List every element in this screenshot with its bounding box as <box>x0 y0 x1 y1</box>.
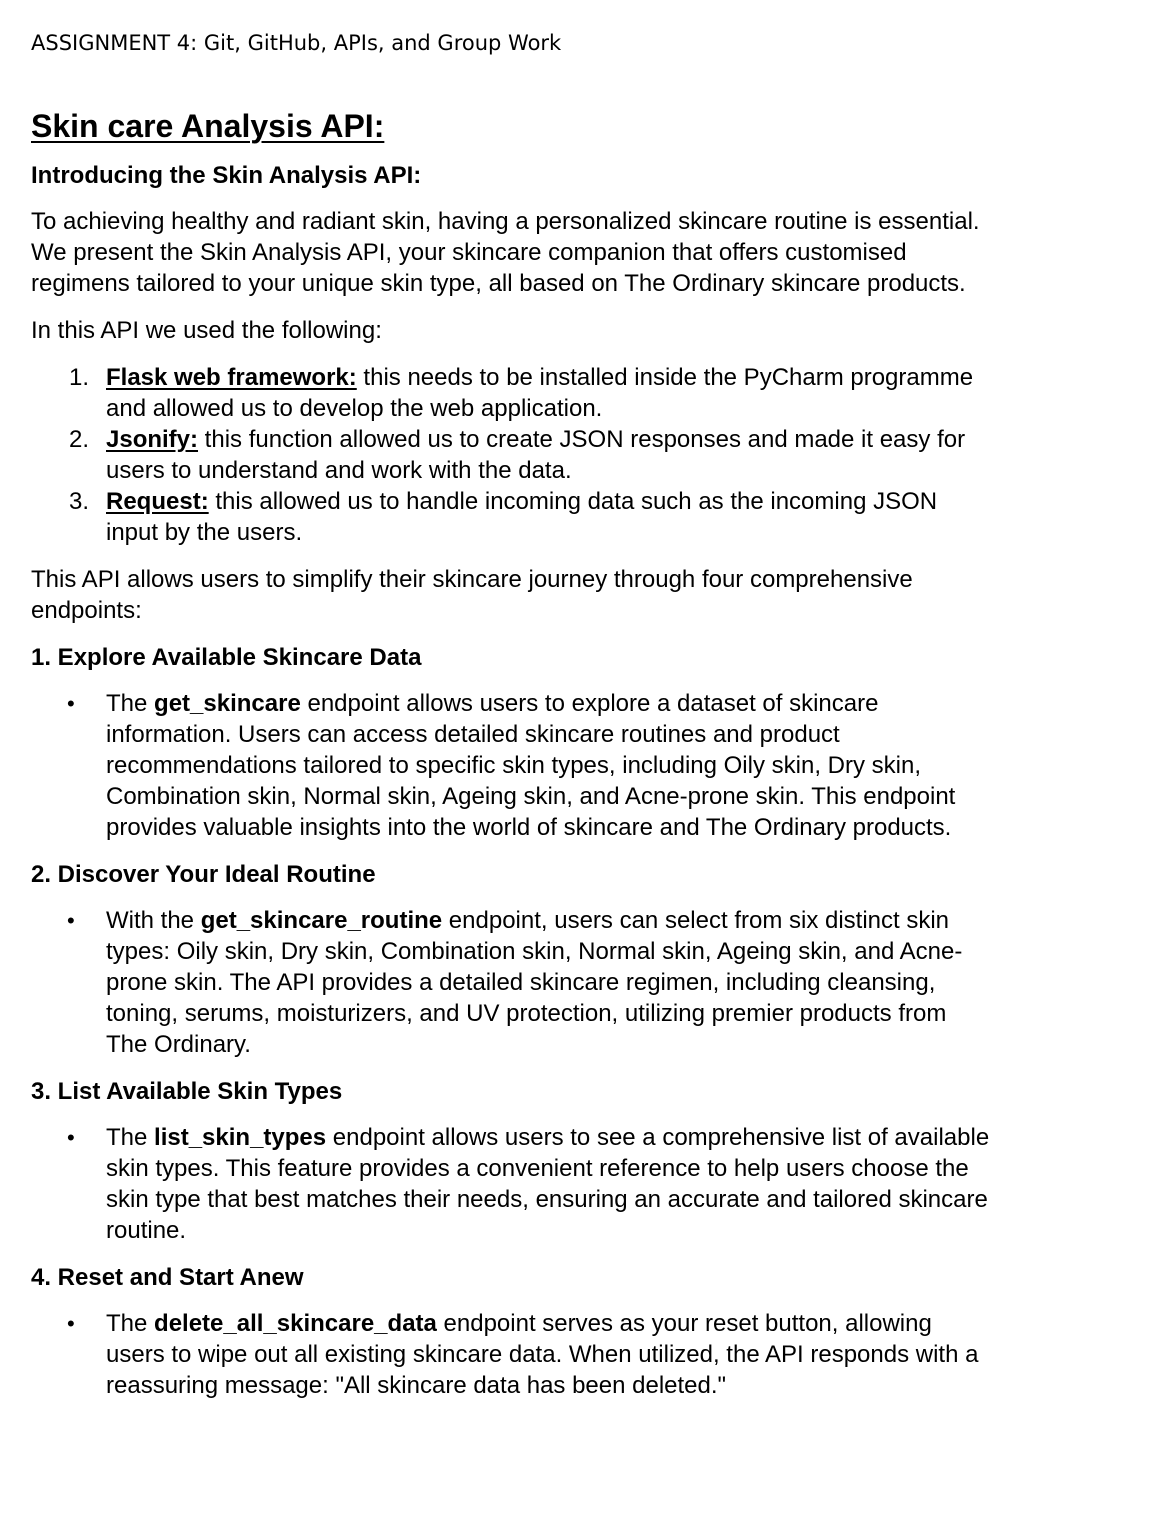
list-number: 2. <box>69 426 90 453</box>
endpoints-intro: This API allows users to simplify their skincare journey through four comprehensive endpoints: <box>31 566 913 624</box>
list-item <box>31 1308 991 1401</box>
bullet-icon: • <box>67 1311 75 1336</box>
bullet-text: endpoint allows users to see a comprehensive list of available skin types. This feature provides a convenient reference to help users choose the skin type that best matches their needs, ensuring an accurate and tailored skincare routine. <box>106 1124 990 1244</box>
intro-paragraph: To achieving healthy and radiant skin, having a personalized skincare routine is essential. We present the Skin Analysis API, your skincare companion that offers customised regimens tailored to your unique skin type, all based on The Ordinary skincare products. <box>31 208 980 297</box>
endpoint-name: get_skincare <box>154 690 301 717</box>
bullet-text: endpoint serves as your reset button, allowing users to wipe out all existing skincare data. When utilized, the API responds with a reassuring message: "All skincare data has been deleted." <box>106 1310 979 1399</box>
section-heading: 3. List Available Skin Types <box>31 1078 343 1105</box>
list-item <box>31 362 991 424</box>
list-item <box>31 688 991 843</box>
bullet-list <box>31 1122 991 1246</box>
tool-description: this function allowed us to create JSON responses and made it easy for users to understand and work with the data. <box>106 426 966 484</box>
bullet-text: endpoint allows users to explore a dataset of skincare information. Users can access detailed skincare routines and product recommendations tailored to specific skin types, including Oily skin, Dry skin, Combination skin, Normal skin, Ageing skin, and Acne-prone skin. This endpoint provides valuable insights into the world of skincare and The Ordinary products. <box>106 690 956 841</box>
tools-intro: In this API we used the following: <box>31 317 382 344</box>
bullet-pre: The <box>106 1124 155 1151</box>
intro-heading: Introducing the Skin Analysis API: <box>31 162 422 189</box>
endpoint-name: get_skincare_routine <box>200 907 443 934</box>
tool-description: this allowed us to handle incoming data such as the incoming JSON input by the users. <box>106 488 938 546</box>
document-body <box>31 106 991 1417</box>
bullet-pre: With the <box>106 907 201 934</box>
bullet-list <box>31 688 991 843</box>
section-heading: 1. Explore Available Skincare Data <box>31 644 422 671</box>
tool-term: Flask web framework: <box>106 364 357 391</box>
section-heading: 2. Discover Your Ideal Routine <box>31 861 376 888</box>
bullet-pre: The <box>106 1310 155 1337</box>
endpoint-name: delete_all_skincare_data <box>154 1310 437 1337</box>
list-item <box>31 1122 991 1246</box>
bullet-icon: • <box>67 1125 75 1150</box>
bullet-icon: • <box>67 691 75 716</box>
bullet-icon: • <box>67 908 75 933</box>
list-number: 3. <box>69 488 90 515</box>
page-title: Skin care Analysis API: <box>31 108 385 144</box>
tool-term: Request: <box>106 488 209 515</box>
list-item <box>31 905 991 1060</box>
list-number: 1. <box>69 364 90 391</box>
bullet-list <box>31 1308 991 1401</box>
section-heading: 4. Reset and Start Anew <box>31 1264 304 1291</box>
tools-list <box>31 362 991 548</box>
bullet-list <box>31 905 991 1060</box>
tool-term: Jsonify: <box>106 426 199 453</box>
list-item <box>31 424 991 486</box>
list-item <box>31 486 991 548</box>
bullet-text: endpoint, users can select from six distinct skin types: Oily skin, Dry skin, Combination skin, Normal skin, Ageing skin, and Acne-prone skin. The API provides a detailed skincare regimen, including cleansing, toning, serums, moisturizers, and UV protection, utilizing premier products from The Ordinary. <box>106 907 963 1058</box>
bullet-pre: The <box>106 690 155 717</box>
tool-description: this needs to be installed inside the PyCharm programme and allowed us to develop the web application. <box>106 364 974 422</box>
assignment-header: ASSIGNMENT 4: Git, GitHub, APIs, and Group Work <box>31 31 562 55</box>
endpoint-name: list_skin_types <box>154 1124 327 1151</box>
